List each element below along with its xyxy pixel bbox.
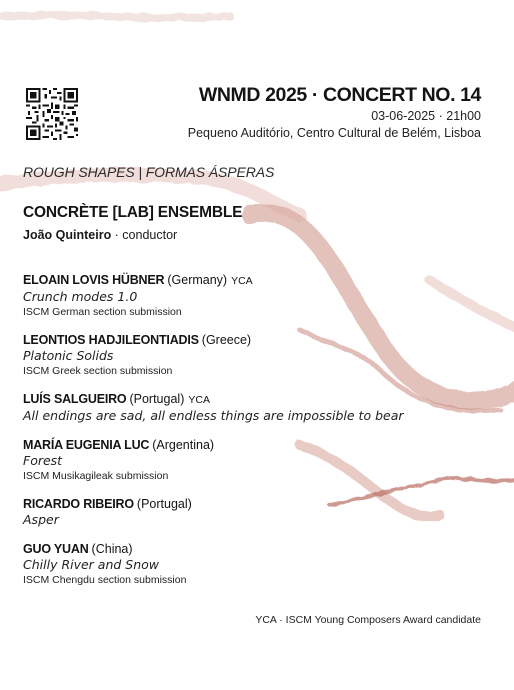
composer-country: (Greece) [201, 333, 252, 347]
conductor-line [23, 228, 177, 242]
brush-stroke-top [0, 15, 230, 18]
award-badge: YCA [231, 275, 253, 287]
concert-date: 03-06-2025 · 21h00 [371, 109, 481, 123]
submission-note: ISCM German section submission [23, 306, 182, 318]
composer-country: (China) [91, 542, 133, 556]
concert-title: WNMD 2025 · CONCERT NO. 14 [198, 84, 481, 106]
works-list [23, 273, 493, 601]
composer-name: LEONTIOS HADJILEONTIADIS [23, 333, 199, 347]
work-item [23, 542, 493, 587]
composer-country: (Argentina) [152, 438, 215, 452]
qr-code-icon[interactable] [26, 88, 78, 140]
piece-title: Asper [23, 512, 59, 527]
composer-name: ELOAIN LOVIS HÜBNER [23, 273, 165, 287]
composer-name: LUÍS SALGUEIRO [23, 392, 127, 406]
work-item [23, 497, 493, 528]
composer-name: MARÍA EUGENIA LUC [23, 438, 150, 452]
conductor-name: João Quinteiro [23, 228, 112, 242]
award-badge: YCA [188, 394, 210, 406]
composer-name: RICARDO RIBEIRO [23, 497, 134, 511]
composer-country: (Portugal) [129, 392, 185, 406]
piece-title: Platonic Solids [23, 348, 114, 363]
ensemble-name: CONCRÈTE [LAB] ENSEMBLE [23, 204, 243, 221]
submission-note: ISCM Chengdu section submission [23, 574, 187, 586]
piece-title: Chilly River and Snow [23, 557, 160, 572]
work-item [23, 333, 493, 378]
work-item [23, 438, 493, 483]
piece-title: All endings are sad, all endless things are impossible to bear [23, 408, 404, 423]
piece-title: Crunch modes 1.0 [23, 289, 138, 304]
work-item [23, 273, 493, 319]
award-footnote: YCA · ISCM Young Composers Award candidate [255, 614, 481, 626]
submission-note: ISCM Greek section submission [23, 365, 173, 377]
composer-country: (Portugal) [136, 497, 192, 511]
composer-name: GUO YUAN [23, 542, 89, 556]
conductor-role: · conductor [111, 228, 178, 242]
concert-header [188, 83, 481, 142]
work-item [23, 392, 493, 424]
submission-note: ISCM Musikagileak submission [23, 470, 169, 482]
program-title: ROUGH SHAPES | FORMAS ÁSPERAS [23, 164, 275, 180]
concert-venue: Pequeno Auditório, Centro Cultural de Belém, Lisboa [187, 126, 481, 140]
composer-country: (Germany) [167, 273, 228, 287]
piece-title: Forest [23, 453, 63, 468]
